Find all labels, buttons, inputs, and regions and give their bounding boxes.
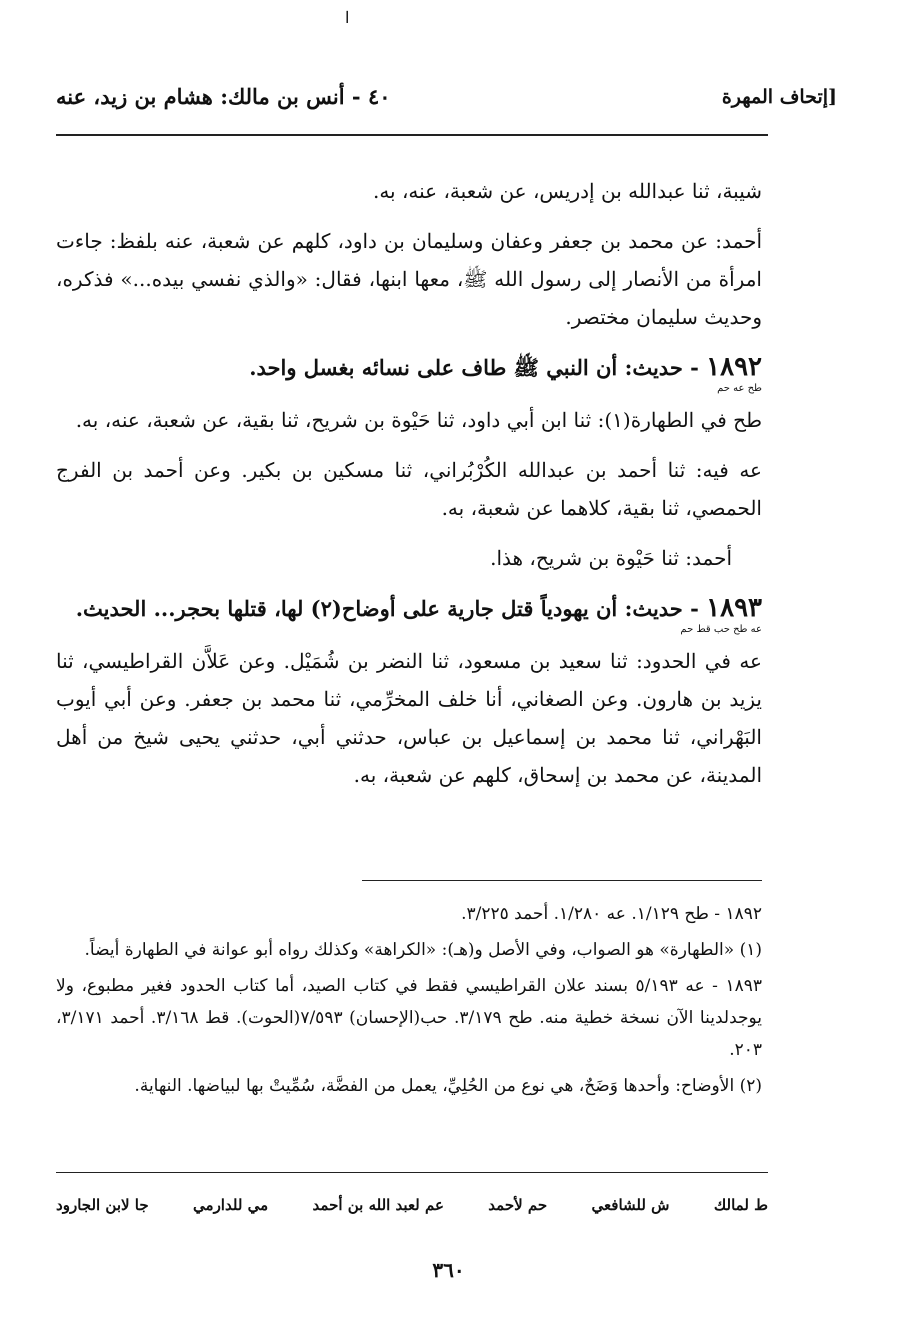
abbrev-item: ش للشافعي [591,1196,670,1214]
hadith-heading-1892 [56,348,762,387]
paragraph: أحمد: ثنا حَيْوة بن شريح، هذا. [490,546,732,570]
abbrev-item: عم لعبد الله بن أحمد [312,1196,444,1214]
paragraph: طح في الطهارة(١): ثنا ابن أبي داود، ثنا حَيْوة بن شريح، ثنا بقية، عن شعبة، عنه، به. [75,408,762,432]
source-sigla: طح عه حم [717,383,762,394]
hadith-text: - حديث: أن يهودياً قتل جارية على أوضاح(٢) لها، قتلها بحجر... الحديث. [75,596,699,621]
footnote: (٢) الأوضاح: وأحدها وَضَحٌ، هي نوع من الحُلِيِّ، يعمل من الفضَّة، سُمِّيتْ بها لبياضها. النهاية. [134,1076,762,1096]
source-sigla: عه طح حب قط حم [680,624,762,635]
footnote-rule [362,880,762,881]
abbreviation-key [56,1196,768,1214]
main-text [56,172,762,806]
abbrev-rule [56,1172,768,1173]
abbrev-item: مي للدارمي [193,1196,269,1214]
running-header [56,84,837,109]
book-title: [إتحاف المهرة [721,85,837,108]
paragraph: أحمد: عن محمد بن جعفر وعفان وسليمان بن داود، كلهم عن شعبة، عنه بلفظ: جاءت امرأة من الأنصار إلى رسول الله ﷺ، معها ابنها، فقال: «والذي نفسي بيده...» فذكره، وحديث سليمان مختصر. [56,229,762,329]
hadith-heading-1893 [56,589,762,628]
hadith-number: ١٨٩٢ [706,352,762,382]
footnote: ١٨٩٢ - طح ١/١٢٩. عه ١/٢٨٠. أحمد ٣/٢٢٥. [461,904,762,924]
page-number: ٣٦٠ [432,1258,465,1282]
top-mark: ا [345,8,350,27]
footnotes [56,898,762,1106]
paragraph: شيبة، ثنا عبدالله بن إدريس، عن شعبة، عنه، به. [372,179,762,203]
hadith-number: ١٨٩٣ [706,593,762,623]
hadith-text: - حديث: أن النبي ﷺ طاف على نسائه بغسل واحد. [249,355,699,380]
abbrev-item: جا لابن الجارود [56,1196,149,1214]
chapter-title: ٤٠ - أنس بن مالك: هشام بن زيد، عنه [56,84,391,109]
footnote: (١) «الطهارة» هو الصواب، وفي الأصل و(هـ): «الكراهة» وكذلك رواه أبو عوانة في الطهارة أيضاً. [84,940,762,960]
paragraph: عه في الحدود: ثنا سعيد بن مسعود، ثنا النضر بن شُمَيْل. وعن عَلاَّن القراطيسي، ثنا يزيد بن هارون. وعن الصغاني، أنا خلف المخرِّمي، ثنا محمد بن جعفر. وعن أبي أيوب البَهْراني، ثنا محمد بن إسماعيل بن عباس، حدثني أبي، حدثني يحيى شيخ من أهل المدينة، عن محمد بن إسحاق، كلهم عن شعبة، به. [56,649,762,787]
footnote: ١٨٩٣ - عه ٥/١٩٣ بسند علان القراطيسي فقط في كتاب الصيد، أما كتاب الحدود فغير مطبوع، ولا يوجدلدينا الآن نسخة خطية منه. طح ٣/١٧٩. حب(الإحسان) ٧/٥٩٣(الحوت). قط ٣/١٦٨. أحمد ٣/١٧١، ٢٠٣. [56,976,763,1060]
abbrev-item: ط لمالك [713,1196,768,1214]
header-rule [56,134,768,136]
paragraph: عه فيه: ثنا أحمد بن عبدالله الكُرْبُراني، ثنا مسكين بن بكير. وعن أحمد بن الفرج الحمصي، ثنا بقية، كلاهما عن شعبة، به. [56,458,762,520]
abbrev-item: حم لأحمد [488,1196,548,1214]
